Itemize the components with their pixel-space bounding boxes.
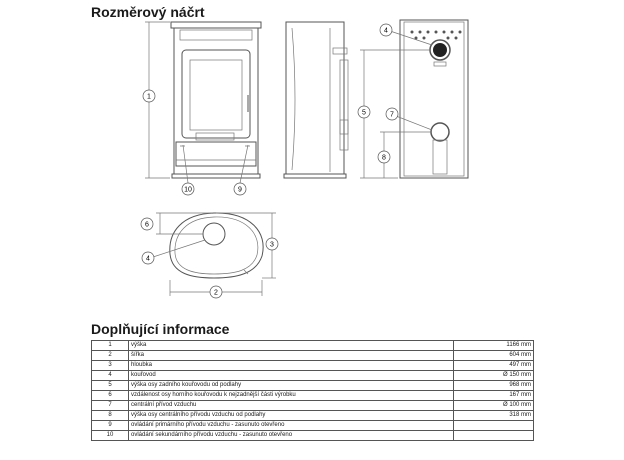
front-top-plate <box>171 22 261 28</box>
callout-9-leader <box>240 145 248 183</box>
top-view <box>141 213 278 298</box>
spec-number: 4 <box>92 371 129 381</box>
spec-description: hloubka <box>129 361 454 371</box>
rear-vent-holes <box>411 31 462 40</box>
side-curve-back <box>292 28 295 170</box>
spec-row <box>92 381 534 391</box>
spec-row <box>92 401 534 411</box>
spec-number: 5 <box>92 381 129 391</box>
spec-table <box>91 340 534 441</box>
rear-flue-hole <box>433 43 447 57</box>
front-top-vent <box>180 30 252 40</box>
sketch-title: Rozměrový náčrt <box>91 4 205 20</box>
spec-number: 8 <box>92 411 129 421</box>
spec-value: 604 mm <box>454 351 534 361</box>
spec-row <box>92 341 534 351</box>
spec-value: 497 mm <box>454 361 534 371</box>
spec-value: Ø 150 mm <box>454 371 534 381</box>
ash-grate <box>196 133 234 140</box>
spec-description: vzdálenost osy horního kouřovodu k nejzadnější části výrobku <box>129 391 454 401</box>
callout-10-leader <box>183 145 188 183</box>
side-top-ledge <box>333 48 347 54</box>
spec-value: Ø 100 mm <box>454 401 534 411</box>
spec-value <box>454 431 534 441</box>
spec-number: 2 <box>92 351 129 361</box>
rear-view <box>358 20 468 178</box>
spec-value: 968 mm <box>454 381 534 391</box>
spec-value: 318 mm <box>454 411 534 421</box>
spec-description: šířka <box>129 351 454 361</box>
spec-description: ovládání primárního přívodu vzduchu - zasunuto otevřeno <box>129 421 454 431</box>
spec-row <box>92 411 534 421</box>
spec-number: 3 <box>92 361 129 371</box>
rear-flue-plate <box>434 62 446 66</box>
top-flue-outlet <box>203 223 225 245</box>
rear-air-duct <box>433 140 447 174</box>
callout-2-label: 2 <box>214 289 218 297</box>
spec-description: ovládání sekundárního přívodu vzduchu - zasunuto otevřeno <box>129 431 454 441</box>
spec-row <box>92 351 534 361</box>
callout-6-label: 6 <box>145 221 149 229</box>
callout-1-label: 1 <box>147 93 151 101</box>
spec-number: 7 <box>92 401 129 411</box>
rear-air-inlet <box>431 123 449 141</box>
callout-9-label: 9 <box>238 186 242 194</box>
spec-row <box>92 431 534 441</box>
spec-description: kouřovod <box>129 371 454 381</box>
callout-5-label: 5 <box>362 109 366 117</box>
callout-3-label: 3 <box>270 241 274 249</box>
info-title: Doplňující informace <box>91 321 230 337</box>
spec-row <box>92 391 534 401</box>
spec-value: 1166 mm <box>454 341 534 351</box>
front-view <box>143 22 261 195</box>
spec-description: výška <box>129 341 454 351</box>
spec-number: 10 <box>92 431 129 441</box>
callout-4-rear-label: 4 <box>384 27 388 35</box>
side-foot <box>284 174 346 178</box>
spec-row <box>92 421 534 431</box>
spec-number: 9 <box>92 421 129 431</box>
spec-number: 1 <box>92 341 129 351</box>
spec-number: 6 <box>92 391 129 401</box>
callout-8-label: 8 <box>382 154 386 162</box>
callout-7-leader <box>396 116 432 130</box>
callout-4-top-label: 4 <box>146 255 150 263</box>
spec-row <box>92 371 534 381</box>
spec-row <box>92 361 534 371</box>
front-glass <box>190 60 242 130</box>
front-foot <box>172 174 260 178</box>
side-view <box>284 22 348 178</box>
spec-description: výška osy centrálního přívodu vzduchu od podlahy <box>129 411 454 421</box>
spec-description: centrální přívod vzduchu <box>129 401 454 411</box>
callout-7-label: 7 <box>390 111 394 119</box>
spec-description: výška osy zadního kouřovodu od podlahy <box>129 381 454 391</box>
spec-value <box>454 421 534 431</box>
callout-4-top-leader <box>153 240 205 257</box>
front-door <box>182 50 250 138</box>
spec-value: 167 mm <box>454 391 534 401</box>
callout-10-label: 10 <box>184 186 192 194</box>
